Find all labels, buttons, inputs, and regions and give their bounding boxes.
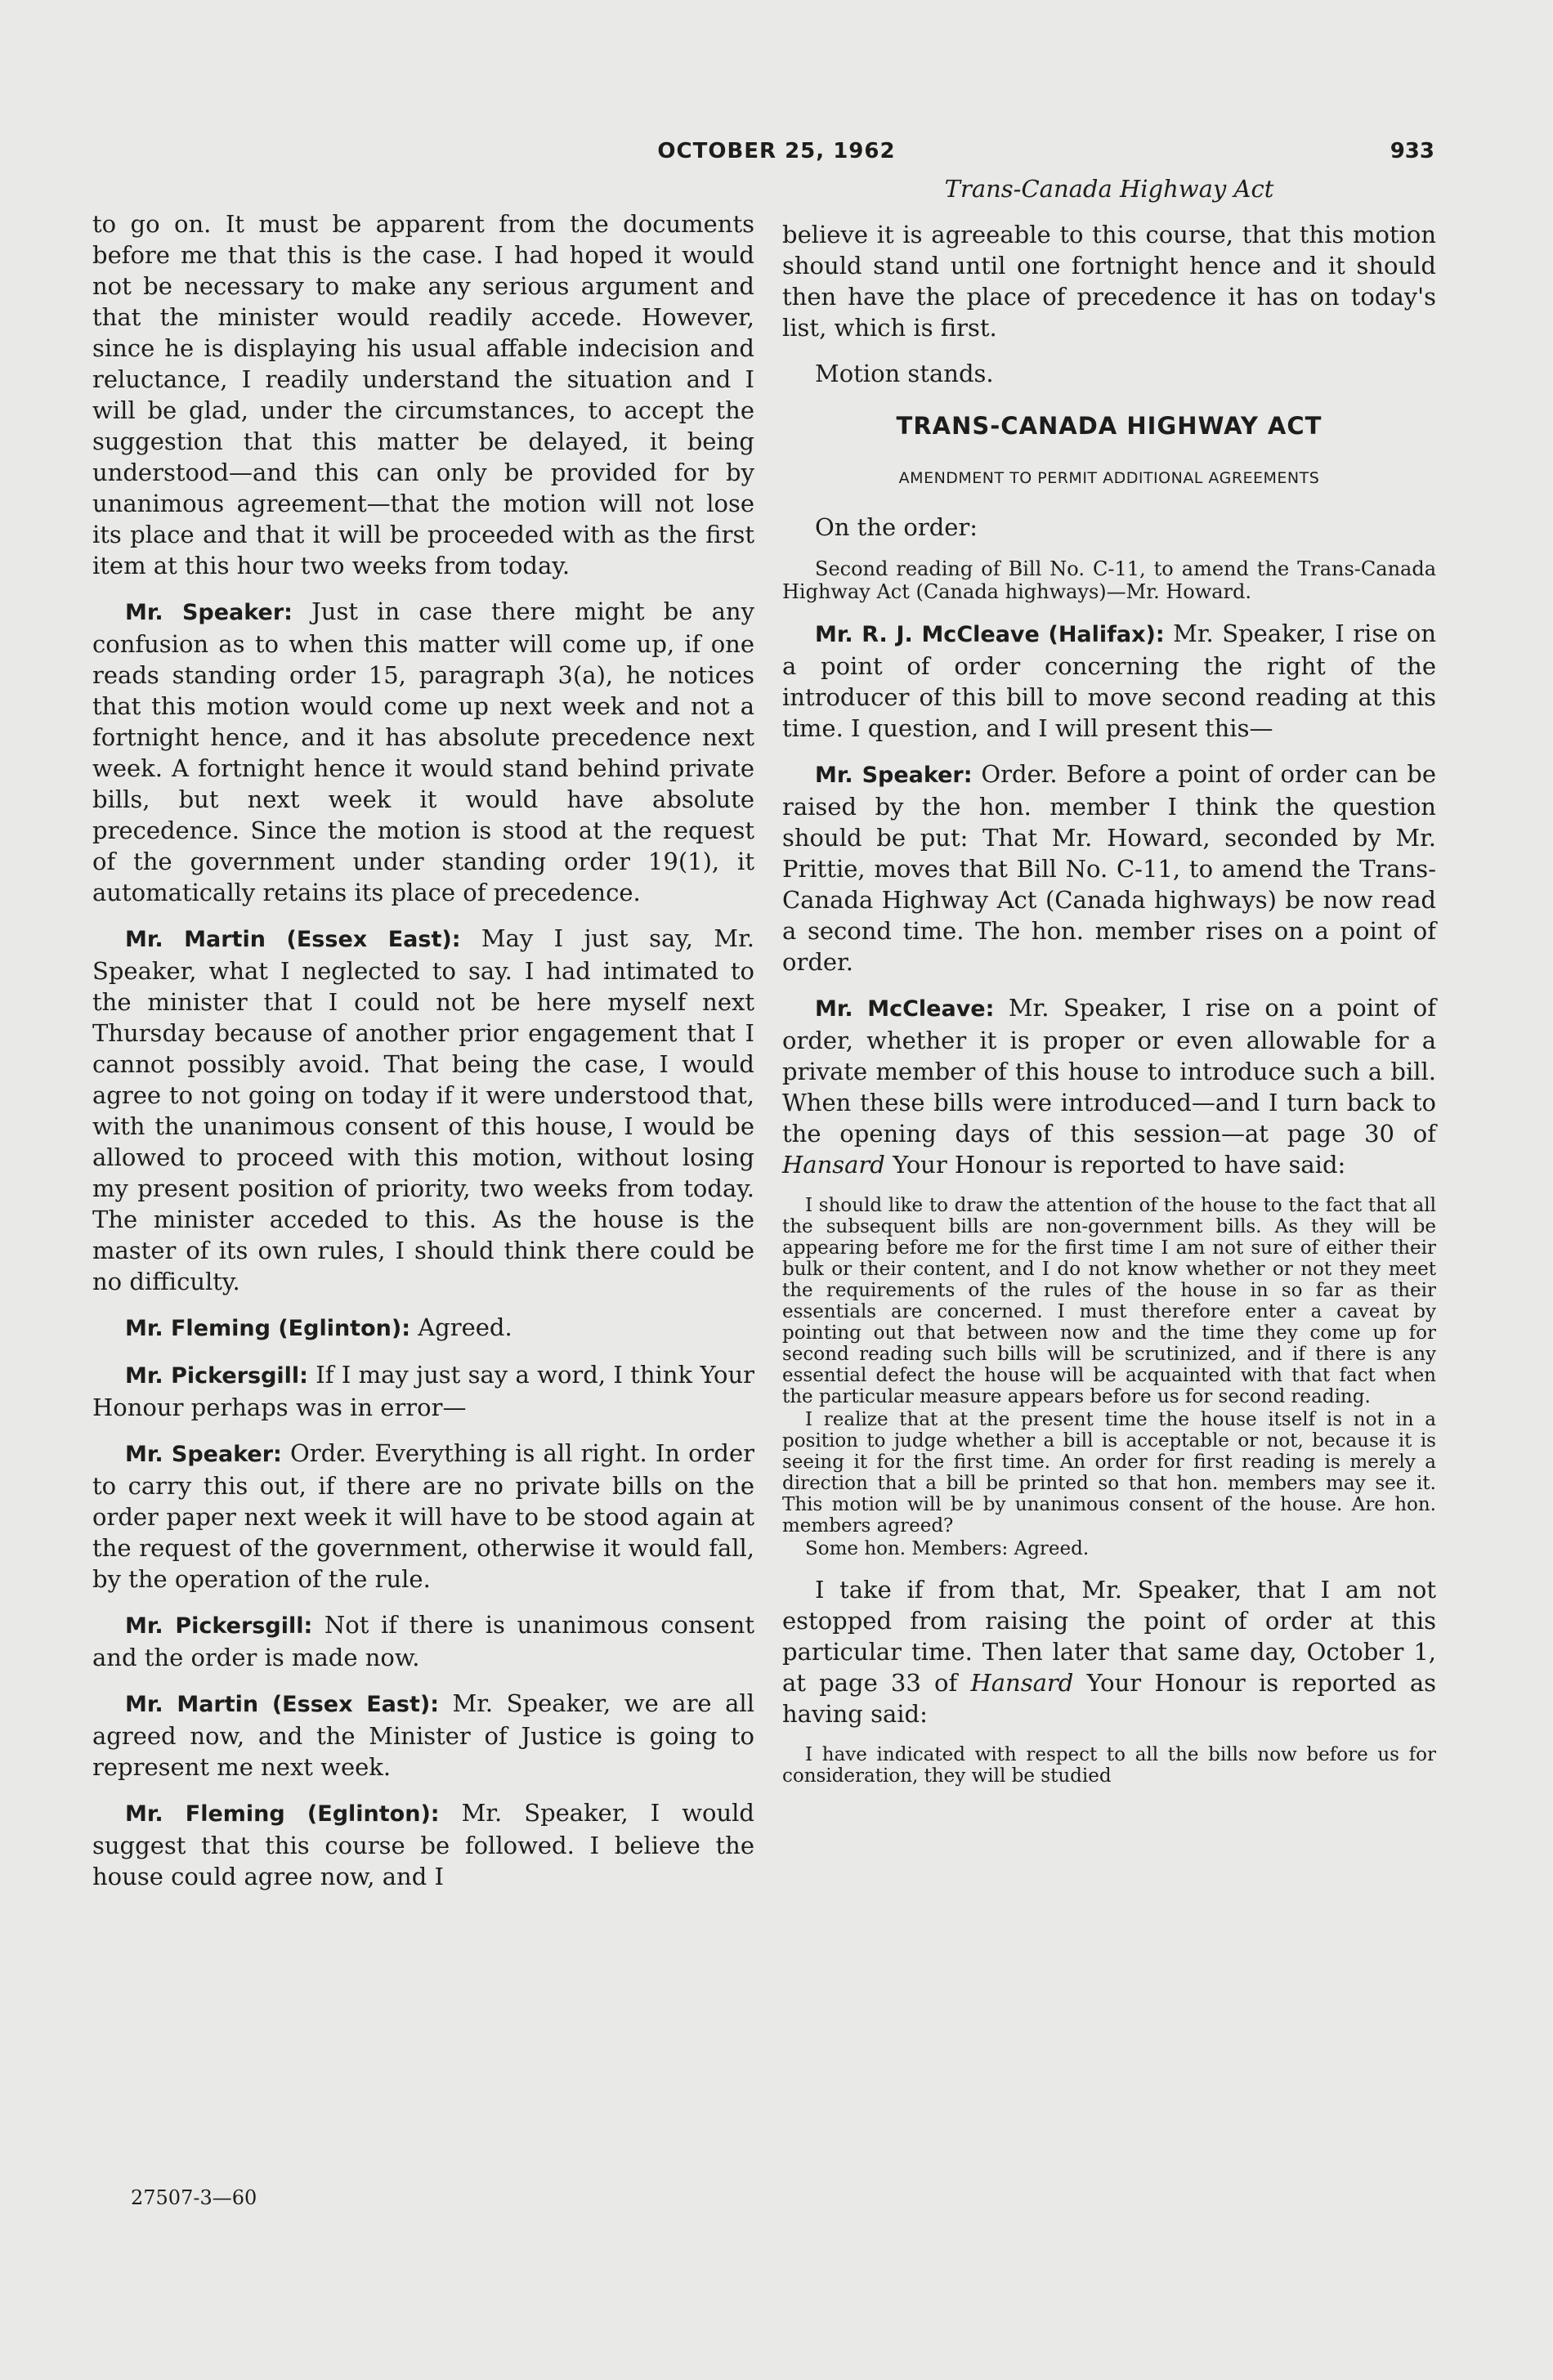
left-column (92, 208, 754, 1907)
speaker-name: Mr. Pickersgill: (125, 1363, 308, 1389)
speech-text: Mr. Speaker, I rise on a point of order, whether it is proper or even allowable for a private member of this house to introduce such a bill. When these bills were introduced—and I turn back to the opening days of this session—at page 30 of (782, 994, 1436, 1148)
speech-text: Order. Before a point of order can be raised by the hon. member I think the question should be put: That Mr. Howard, seconded by Mr. Prittie, moves that Bill No. C-11, to amend the Trans-Canada Highway Act (Canada highways) be now read a second time. The hon. member rises on a point of order. (782, 760, 1437, 976)
page-header (0, 139, 1553, 172)
paragraph (92, 596, 754, 908)
paragraph (782, 992, 1436, 1180)
running-head: Trans-Canada Highway Act (944, 175, 1274, 203)
paragraph (92, 1797, 754, 1892)
speaker-name: Mr. Fleming (Eglinton): (125, 1316, 410, 1341)
section-title: TRANS-CANADA HIGHWAY ACT (896, 412, 1323, 440)
speech-text: I take if from that, Mr. Speaker, that I am not estopped from raising the point of order at this particular time. Then later that same day, October 1, at page 33 of (782, 1576, 1436, 1697)
speaker-name: Mr. Fleming (Eglinton): (125, 1801, 440, 1827)
paragraph: On the order: (815, 513, 978, 541)
speaker-name: Mr. Speaker: (125, 600, 293, 625)
speech-text: Mr. Speaker, we are all agreed now, and the Minister of Justice is going to represent me next week. (92, 1689, 754, 1781)
section-subhead: AMENDMENT TO PERMIT ADDITIONAL AGREEMENTS (898, 469, 1320, 487)
speech-text: Agreed. (410, 1313, 512, 1341)
speech-text: May I just say, Mr. Speaker, what I neglected to say. I had intimated to the minister that I could not be here myself next Thursday because of another prior engagement that I cannot possibly avoid. That being the case, I would agree to not going on today if it were understood that, with the unanimous consent of this house, I would be allowed to proceed with this motion, without losing my present position of priority, two weeks from today. The minister acceded to this. As the house is the master of its own rules, I should think there could be no difficulty. (92, 924, 754, 1295)
speech-text: Order. Everything is all right. In order to carry this out, if there are no private bills on the order paper next week it will have to be stood again at the request of the government, otherwise it would fall, by the operation of the rule. (92, 1439, 755, 1593)
speech-text: Your Honour is reported as having said: (782, 1669, 1436, 1728)
speaker-name: Mr. Speaker: (125, 1442, 282, 1467)
speaker-name: Mr. R. J. McCleave (Halifax): (815, 622, 1165, 647)
speaker-name: Mr. Speaker: (815, 763, 973, 788)
speech-text: Mr. Speaker, I would suggest that this course be followed. I believe the house could agree now, and I (92, 1799, 754, 1890)
right-column (782, 173, 1436, 1788)
order-text: Second reading of Bill No. C-11, to amend the Trans-Canada Highway Act (Canada highways)—Mr. Howard. (782, 557, 1436, 603)
speech-text: Your Honour is reported to have said: (884, 1151, 1346, 1179)
speaker-name: Mr. Martin (Essex East): (125, 1692, 439, 1717)
speech-text: If I may just say a word, I think Your Honour perhaps was in error— (92, 1361, 754, 1421)
paragraph (92, 923, 754, 1297)
paragraph (782, 618, 1436, 744)
paragraph (92, 1438, 754, 1595)
quotation: I have indicated with respect to all the bills now before us for consideration, they will be studied (782, 1744, 1436, 1787)
speech-text: Mr. Speaker, I rise on a point of order concerning the right of the introducer of this bill to move second reading at this time. I question, and I will present this— (782, 620, 1436, 742)
hansard-italic: Hansard (782, 1151, 885, 1179)
paragraph (92, 1359, 754, 1423)
speech-text: Just in case there might be any confusion as to when this matter will come up, if one reads standing order 15, paragraph 3(a), he notices that this motion would come up next week and not a fortnight hence, and it has absolute precedence next week. A fortnight hence it would stand behind private bills, but next week it would have absolute precedence. Since the motion is stood at the request of the government under standing order 19(1), it automatically retains its place of precedence. (92, 597, 754, 906)
paragraph (782, 758, 1436, 978)
header-date: OCTOBER 25, 1962 (657, 139, 896, 163)
speaker-name: Mr. Pickersgill: (125, 1613, 313, 1639)
paragraph: to go on. It must be apparent from the documents before me that this is the case. I had hoped it would not be necessary to make any serious argument and that the minister would readily accede. However, since he is displaying his usual affable indecision and reluctance, I readily understand the situation and I will be glad, under the circumstances, to accept the suggestion that this matter be delayed, it being understood—and this can only be provided for by unanimous agreement—that the motion will not lose its place and that it will be proceeded with as the first item at this hour two weeks from today. (92, 210, 754, 579)
page-number: 933 (1390, 139, 1434, 163)
speech-text: Not if there is unanimous consent and the order is made now. (92, 1611, 754, 1671)
speaker-name: Mr. Martin (Essex East): (125, 927, 461, 952)
footer-code: 27507-3—60 (131, 2186, 257, 2209)
quotation: Some hon. Members: Agreed. (805, 1538, 1090, 1559)
paragraph: Motion stands. (815, 360, 994, 387)
quotation: I should like to draw the attention of the house to the fact that all the subsequent bills are non-government bills. As they will be appearing before me for the first time I am not sure of either their bulk or their content, and I do not know whether or not they meet the requirements of the rules of the house in so far as their essentials are concerned. I must therefore enter a caveat by pointing out that between now and the time they come up for second reading such bills will be scrutinized, and if there is any essential defect the house will be acquainted with that fact when the particular measure appears before us for second reading. (782, 1195, 1436, 1407)
paragraph: believe it is agreeable to this course, that this motion should stand until one fortnight hence and it should then have the place of precedence it has on today's list, which is first. (782, 221, 1436, 342)
paragraph (782, 1574, 1436, 1729)
speaker-name: Mr. McCleave: (815, 996, 995, 1022)
quotation: I realize that at the present time the house itself is not in a position to judge whether a bill is acceptable or not, because it is seeing it for the first time. An order for first reading is merely a direction that a bill be printed so that hon. members may see it. This motion will be by unanimous consent of the house. Are hon. members agreed? (782, 1409, 1436, 1537)
paragraph (92, 1688, 754, 1783)
paragraph (92, 1609, 754, 1673)
paragraph (92, 1312, 754, 1344)
hansard-italic: Hansard (970, 1669, 1074, 1697)
